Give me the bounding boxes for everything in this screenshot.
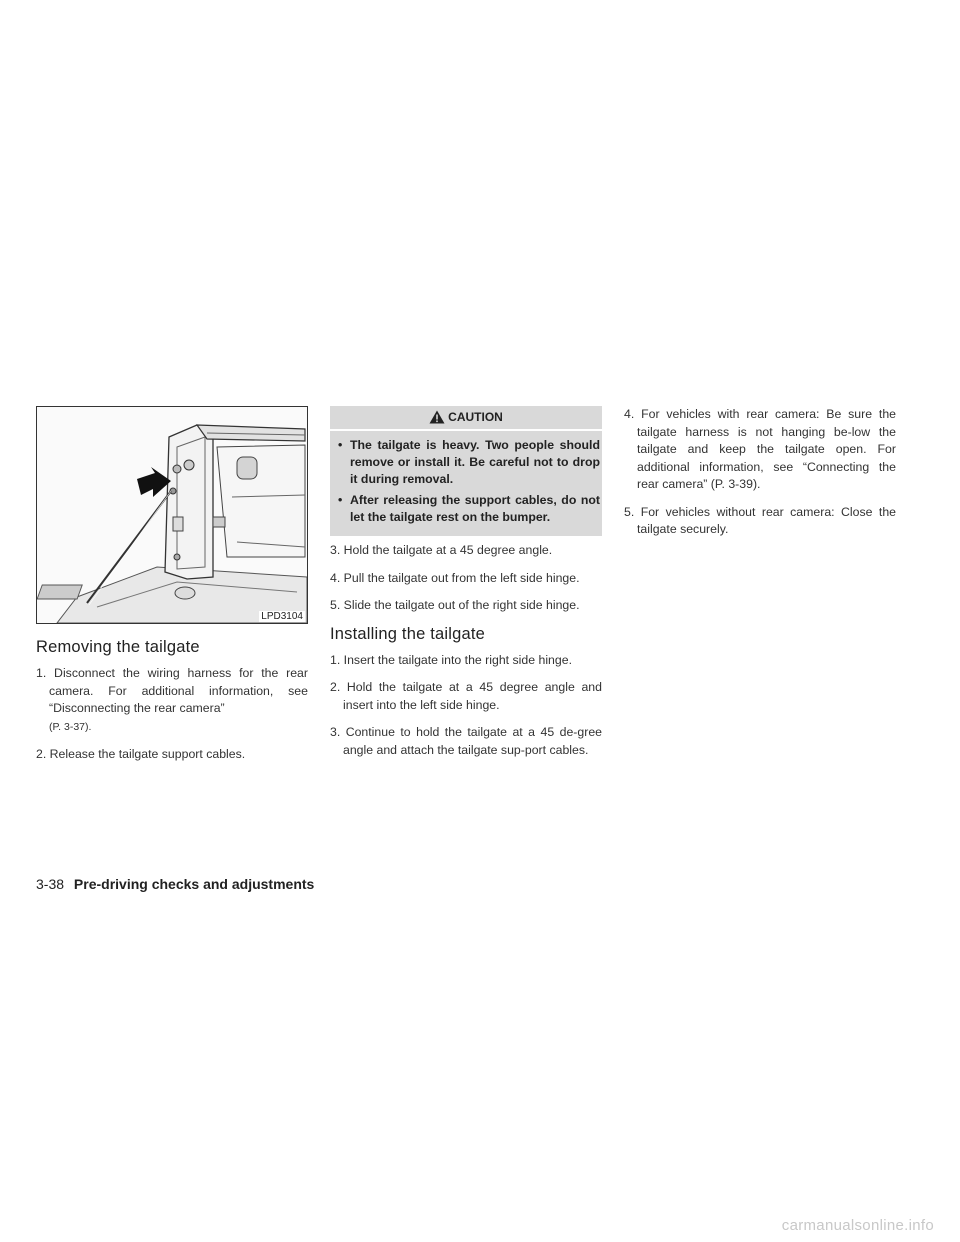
- section-heading-removing: Removing the tailgate: [36, 638, 200, 656]
- caution-header: [330, 406, 602, 431]
- list-item: 4. For vehicles with rear camera: Be sure the tailgate harness is not hanging be-low the tailgate and keep the tailgate open. For additional information, see “Connecting the rear camera” (P. 3-39).: [624, 407, 896, 491]
- bullet: •: [338, 493, 343, 507]
- caution-text: The tailgate is heavy. Two people should remove or install it. Be careful not to drop it during removal.: [350, 438, 600, 486]
- list-item: 1. Insert the tailgate into the right side hinge.: [330, 652, 572, 667]
- column-left: [36, 406, 308, 774]
- tailgate-hinge-illustration: [36, 406, 308, 624]
- list-item: 3. Hold the tailgate at a 45 degree angle.: [330, 543, 553, 557]
- installing-steps-continued: [624, 406, 896, 539]
- list-item: 2. Release the tailgate support cables.: [36, 747, 246, 761]
- caution-box: [330, 406, 602, 536]
- section-heading-installing: Installing the tailgate: [330, 624, 486, 643]
- bullet: •: [338, 438, 343, 452]
- page-footer: [36, 876, 314, 892]
- watermark: carmanualsonline.info: [781, 1217, 934, 1234]
- list-item: [36, 665, 308, 736]
- figure-code: LPD3104: [261, 611, 303, 622]
- list-item: 3. Continue to hold the tailgate at a 45 de-gree angle and attach the tailgate sup-port cables.: [330, 725, 602, 757]
- caution-title: CAUTION: [448, 410, 503, 424]
- column-middle: [330, 406, 602, 769]
- column-right: [624, 406, 896, 549]
- installing-steps-list: [330, 652, 602, 760]
- warning-triangle-icon: [429, 410, 445, 424]
- page-reference: (P. 3-37).: [49, 720, 92, 733]
- step-text: 1. Disconnect the wiring harness for the rear camera. For additional information, see “Disconnecting the rear camera”: [36, 666, 308, 715]
- list-item: 5. Slide the tailgate out of the right side hinge.: [330, 598, 580, 612]
- list-item: 4. Pull the tailgate out from the left side hinge.: [330, 570, 580, 585]
- list-item: 2. Hold the tailgate at a 45 degree angle and insert into the left side hinge.: [330, 680, 602, 712]
- removing-steps-continued: [330, 542, 602, 615]
- tailgate-drawing: [37, 407, 307, 623]
- caution-text: After releasing the support cables, do not let the tailgate rest on the bumper.: [350, 493, 600, 524]
- caution-list: [330, 431, 602, 526]
- chapter-title: Pre-driving checks and adjustments: [73, 876, 315, 892]
- page-number: 3-38: [36, 876, 65, 892]
- caution-item: [330, 492, 602, 526]
- caution-item: [330, 437, 602, 488]
- list-item: 5. For vehicles without rear camera: Close the tailgate securely.: [624, 504, 896, 536]
- removing-steps-list: [36, 665, 308, 764]
